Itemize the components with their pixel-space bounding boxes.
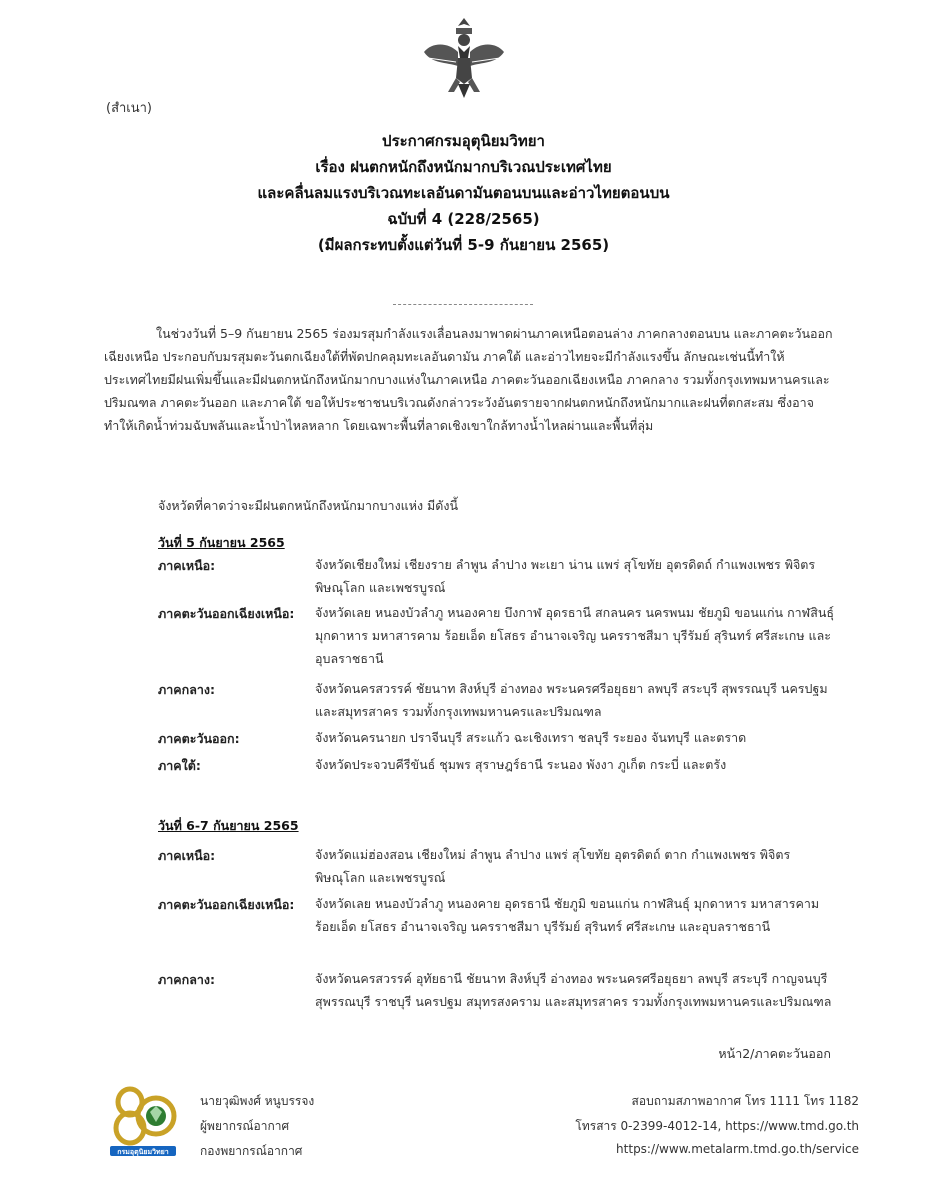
region-provinces: จังหวัดนครสวรรค์ อุทัยธานี ชัยนาท สิงห์บุรี อ่างทอง พระนครศรีอยุธยา ลพบุรี สระบุรี กาญจนบุรี สุพรรณบุรี ราชบุรี นครปฐม สมุทรสงคราม และสมุทรสาคร รวมทั้งกรุงเทพมหานครและปริมณฑล	[315, 971, 832, 1009]
title-line-2: เรื่อง ฝนตกหนักถึงหนักมากบริเวณประเทศไทย	[315, 158, 612, 176]
day-heading: วันที่ 5 กันยายน 2565	[158, 535, 285, 550]
dashed-divider	[393, 304, 533, 305]
signer-position: ผู้พยากรณ์อากาศ	[200, 1119, 290, 1133]
region-provinces: จังหวัดเลย หนองบัวลำภู หนองคาย บึงกาฬ อุดรธานี สกลนคร นครพนม ชัยภูมิ ขอนแก่น กาฬสินธุ์ มุกดาหาร มหาสารคาม ร้อยเอ็ด ยโสธร อำนาจเจริญ นครราชสีมา บุรีรัมย์ สุรินทร์ ศรีสะเกษ และอุบลราชธานี	[315, 605, 835, 666]
contact-phone: สอบถามสภาพอากาศ โทร 1111 โทร 1182	[631, 1094, 859, 1108]
region-provinces: จังหวัดเชียงใหม่ เชียงราย ลำพูน ลำปาง พะเยา น่าน แพร่ สุโขทัย อุตรดิตถ์ กำแพงเพชร พิจิตร พิษณุโลก และเพชรบูรณ์	[315, 557, 816, 595]
title-line-1: ประกาศกรมอุตุนิยมวิทยา	[382, 132, 545, 150]
contact-fax-website[interactable]: โทรสาร 0-2399-4012-14, https://www.tmd.go.th	[575, 1119, 859, 1133]
region-label: ภาคกลาง:	[158, 972, 215, 987]
region-label: ภาคตะวันออกเฉียงเหนือ:	[158, 606, 295, 621]
region-label: ภาคตะวันออกเฉียงเหนือ:	[158, 897, 295, 912]
region-provinces: จังหวัดนครนายก ปราจีนบุรี สระแก้ว ฉะเชิงเทรา ชลบุรี ระยอง จันทบุรี และตราด	[315, 730, 747, 745]
region-label: ภาคเหนือ:	[158, 558, 216, 573]
garuda-emblem-icon	[418, 12, 510, 104]
region-label: ภาคใต้:	[158, 758, 201, 773]
title-line-3: และคลื่นลมแรงบริเวณทะเลอันดามันตอนบนและอ่าวไทยตอนบน	[257, 184, 670, 202]
contact-service-link[interactable]: https://www.metalarm.tmd.go.th/service	[616, 1142, 859, 1156]
region-label: ภาคตะวันออก:	[158, 731, 240, 746]
provinces-intro: จังหวัดที่คาดว่าจะมีฝนตกหนักถึงหนักมากบางแห่ง มีดังนี้	[158, 498, 459, 513]
copy-mark: (สำเนา)	[106, 101, 153, 116]
logo-text: กรมอุตุนิยมวิทยา	[117, 1148, 169, 1156]
day-heading: วันที่ 6-7 กันยายน 2565	[158, 818, 299, 833]
next-page-note: หน้า2/ภาคตะวันออก	[718, 1046, 831, 1061]
title-line-5: (มีผลกระทบตั้งแต่วันที่ 5-9 กันยายน 2565)	[317, 236, 610, 254]
title-line-4: ฉบับที่ 4 (228/2565)	[387, 210, 540, 228]
region-provinces: จังหวัดนครสวรรค์ ชัยนาท สิงห์บุรี อ่างทอง พระนครศรีอยุธยา ลพบุรี สระบุรี สุพรรณบุรี นครปฐม และสมุทรสาคร รวมทั้งกรุงเทพมหานครและปริมณฑล	[315, 681, 828, 719]
region-provinces: จังหวัดประจวบคีรีขันธ์ ชุมพร สุราษฎร์ธานี ระนอง พังงา ภูเก็ต กระบี่ และตรัง	[315, 757, 727, 772]
region-provinces: จังหวัดแม่ฮ่องสอน เชียงใหม่ ลำพูน ลำปาง แพร่ สุโขทัย อุตรดิตถ์ ตาก กำแพงเพชร พิจิตร พิษณุโลก และเพชรบูรณ์	[315, 847, 791, 885]
body-paragraph	[104, 322, 836, 437]
body-paragraph-text: ในช่วงวันที่ 5–9 กันยายน 2565 ร่องมรสุมกำลังแรงเลื่อนลงมาพาดผ่านภาคเหนือตอนล่าง ภาคกลางตอนบน และภาคตะวันออกเฉียงเหนือ ประกอบกับมรสุมตะวันตกเฉียงใต้ที่พัดปกคลุมทะเลอันดามัน ภาคใต้ และอ่าวไทยจะมีกำลังแรงขึ้น ลักษณะเช่นนี้ทำให้ประเทศไทยมีฝนเพิ่มขึ้นและมีฝนตกหนักถึงหนักมากบางแห่งในภาคเหนือ ภาคตะวันออกเฉียงเหนือ ภาคกลาง รวมทั้งกรุงเทพมหานครและปริมณฑล ภาคตะวันออก และภาคใต้ ขอให้ประชาชนบริเวณดังกล่าวระวังอันตรายจากฝนตกหนักถึงหนักมากและฝนที่ตกสะสม ซึ่งอาจทำให้เกิดน้ำท่วมฉับพลันและน้ำป่าไหลหลาก โดยเฉพาะพื้นที่ลาดเชิงเขาใกล้ทางน้ำไหลผ่านและพื้นที่ลุ่ม	[104, 326, 833, 433]
region-provinces: จังหวัดเลย หนองบัวลำภู หนองคาย อุดรธานี ชัยภูมิ ขอนแก่น กาฬสินธุ์ มุกดาหาร มหาสารคาม ร้อยเอ็ด ยโสธร อำนาจเจริญ นครราชสีมา บุรีรัมย์ สุรินทร์ ศรีสะเกษ และอุบลราชธานี	[315, 896, 820, 934]
region-label: ภาคกลาง:	[158, 682, 215, 697]
signer-division: กองพยากรณ์อากาศ	[200, 1144, 303, 1158]
tmd-80th-anniversary-logo-icon	[106, 1082, 180, 1160]
announcement-title	[100, 128, 827, 258]
region-label: ภาคเหนือ:	[158, 848, 216, 863]
signer-name: นายวุฒิพงศ์ หนูบรรจง	[200, 1094, 315, 1108]
